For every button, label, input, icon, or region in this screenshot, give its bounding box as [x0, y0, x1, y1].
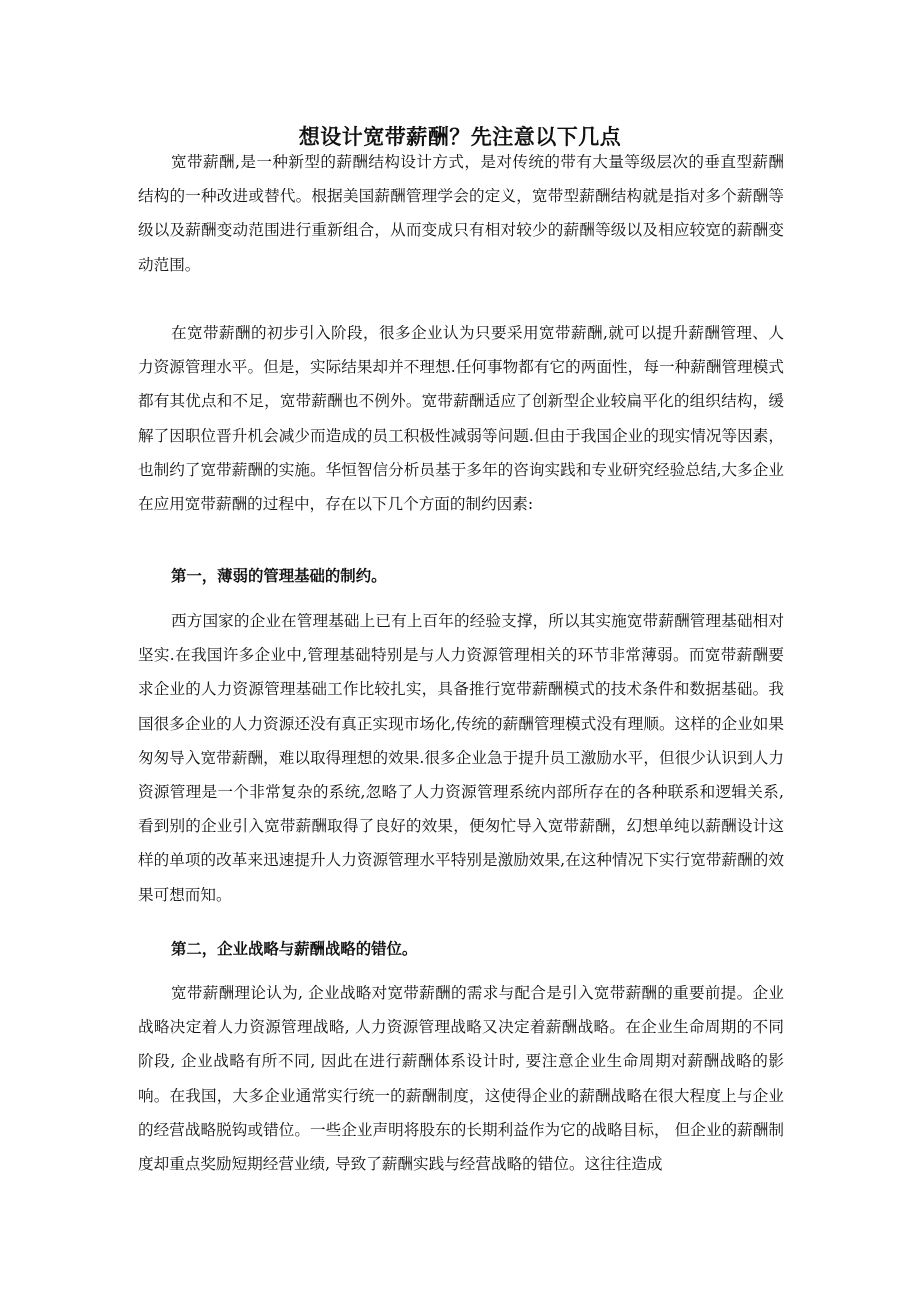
- section-2-heading: 第二，企业战略与薪酬战略的错位。: [171, 940, 418, 958]
- section-1-heading: 第一，薄弱的管理基础的制约。: [171, 567, 387, 585]
- intro-paragraph-2: 在宽带薪酬的初步引入阶段，很多企业认为只要采用宽带薪酬,就可以提升薪酬管理、人力资源管理水平。但是，实际结果却并不理想.任何事物都有它的两面性，每一种薪酬管理模式都有其优点和不足，宽带薪酬也不例外。宽带薪酬适应了创新型企业较扁平化的组织结构，缓解了因职位晋升机会减少而造成的员工积极性减弱等问题.但由于我国企业的现实情况等因素，也制约了宽带薪酬的实施。华恒智信分析员基于多年的咨询实践和专业研究经验总结,大多企业在应用宽带薪酬的过程中，存在以下几个方面的制约因素:: [138, 324, 784, 514]
- section-1-paragraph: 西方国家的企业在管理基础上已有上百年的经验支撑，所以其实施宽带薪酬管理基础相对坚实.在我国许多企业中,管理基础特别是与人力资源管理相关的环节非常薄弱。而宽带薪酬要求企业的人力资源管理基础工作比较扎实，具备推行宽带薪酬模式的技术条件和数据基础。我国很多企业的人力资源还没有真正实现市场化,传统的薪酬管理模式没有理顺。这样的企业如果匆匆导入宽带薪酬，难以取得理想的效果.很多企业急于提升员工激励水平，但很少认识到人力资源管理是一个非常复杂的系统,忽略了人力资源管理系统内部所存在的各种联系和逻辑关系,看到别的企业引入宽带薪酬取得了良好的效果，便匆忙导入宽带薪酬，幻想单纯以薪酬设计这样的单项的改革来迅速提升人力资源管理水平特别是激励效果,在这种情况下实行宽带薪酬的效果可想而知。: [138, 612, 784, 904]
- section-2-paragraph: 宽带薪酬理论认为, 企业战略对宽带薪酬的需求与配合是引入宽带薪酬的重要前提。企业战略决定着人力资源管理战略, 人力资源管理战略又决定着薪酬战略。在企业生命周期的不同阶段, 企业战略有所不同, 因此在进行薪酬体系设计时, 要注意企业生命周期对薪酬战略的影响。在我国，大多企业通常实行统一的薪酬制度，这使得企业的薪酬战略在很大程度上与企业的经营战略脱钩或错位。一些企业声明将股东的长期利益作为它的战略目标， 但企业的薪酬制度却重点奖励短期经营业绩, 导致了薪酬实践与经营战略的错位。这往往造成: [138, 984, 784, 1174]
- document-title: 想设计宽带薪酬？先注意以下几点: [298, 124, 622, 149]
- intro-paragraph-1: 宽带薪酬,是一种新型的薪酬结构设计方式，是对传统的带有大量等级层次的垂直型薪酬结构的一种改进或替代。根据美国薪酬管理学会的定义，宽带型薪酬结构就是指对多个薪酬等级以及薪酬变动范围进行重新组合，从而变成只有相对较少的薪酬等级以及相应较宽的薪酬变动范围。: [138, 153, 784, 274]
